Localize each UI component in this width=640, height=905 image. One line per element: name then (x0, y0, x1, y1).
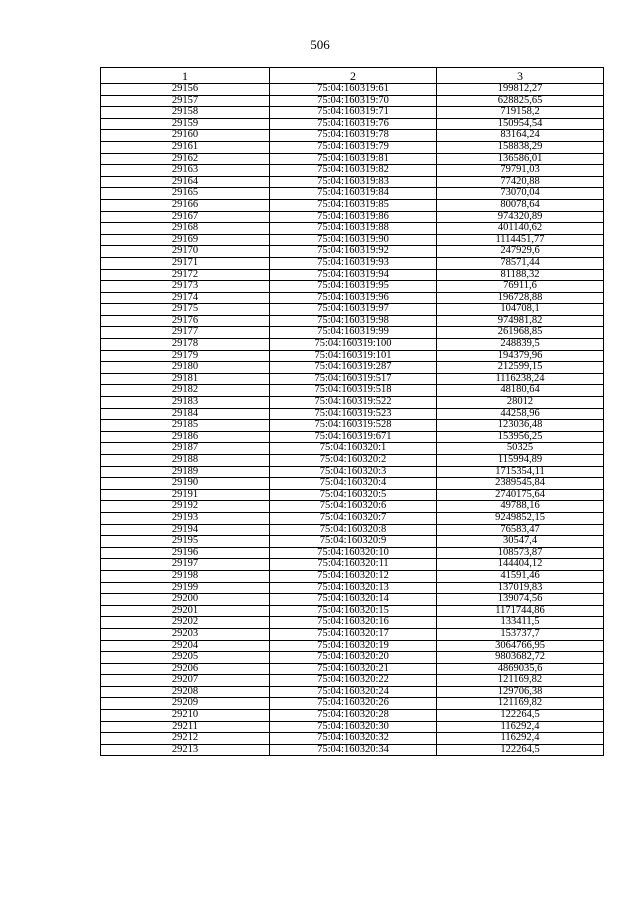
row-number-cell: 29208 (101, 686, 270, 698)
cadastral-number-cell: 75:04:160319:518 (270, 385, 437, 397)
value-cell: 104708,1 (437, 304, 604, 316)
cadastral-number-cell: 75:04:160320:12 (270, 570, 437, 582)
cadastral-number-cell: 75:04:160320:13 (270, 582, 437, 594)
table-row (101, 721, 604, 733)
value-cell: 1116238,24 (437, 373, 604, 385)
value-cell: 136586,01 (437, 153, 604, 165)
table-row (101, 686, 604, 698)
cadastral-number-cell: 75:04:160319:85 (270, 199, 437, 211)
table-row (101, 246, 604, 258)
cadastral-number-cell: 75:04:160319:287 (270, 362, 437, 374)
row-number-cell: 29189 (101, 466, 270, 478)
value-cell: 2740175,64 (437, 489, 604, 501)
row-number-cell: 29197 (101, 559, 270, 571)
table-row (101, 512, 604, 524)
value-cell: 30547,4 (437, 536, 604, 548)
cadastral-number-cell: 75:04:160319:99 (270, 327, 437, 339)
cadastral-number-cell: 75:04:160319:93 (270, 257, 437, 269)
table-row (101, 385, 604, 397)
row-number-cell: 29177 (101, 327, 270, 339)
cadastral-number-cell: 75:04:160320:5 (270, 489, 437, 501)
row-number-cell: 29174 (101, 292, 270, 304)
value-cell: 48180,64 (437, 385, 604, 397)
cadastral-number-cell: 75:04:160319:79 (270, 141, 437, 153)
row-number-cell: 29162 (101, 153, 270, 165)
cadastral-number-cell: 75:04:160320:26 (270, 698, 437, 710)
value-cell: 974981,82 (437, 315, 604, 327)
value-cell: 83164,24 (437, 130, 604, 142)
value-cell: 212599,15 (437, 362, 604, 374)
value-cell: 76911,6 (437, 281, 604, 293)
row-number-cell: 29192 (101, 501, 270, 513)
row-number-cell: 29207 (101, 675, 270, 687)
row-number-cell: 29158 (101, 107, 270, 119)
table-row (101, 501, 604, 513)
cadastral-number-cell: 75:04:160320:20 (270, 652, 437, 664)
value-cell: 137019,83 (437, 582, 604, 594)
table-row (101, 315, 604, 327)
value-cell: 261968,85 (437, 327, 604, 339)
table-row (101, 698, 604, 710)
cadastral-number-cell: 75:04:160320:14 (270, 594, 437, 606)
table-row (101, 628, 604, 640)
row-number-cell: 29185 (101, 420, 270, 432)
table-row (101, 350, 604, 362)
table-row (101, 594, 604, 606)
cadastral-number-cell: 75:04:160319:70 (270, 95, 437, 107)
row-number-cell: 29172 (101, 269, 270, 281)
table-row (101, 257, 604, 269)
table-row (101, 489, 604, 501)
table-row (101, 663, 604, 675)
cadastral-number-cell: 75:04:160319:96 (270, 292, 437, 304)
table-row (101, 547, 604, 559)
value-cell: 121169,82 (437, 675, 604, 687)
cadastral-number-cell: 75:04:160320:2 (270, 455, 437, 467)
value-cell: 81188,32 (437, 269, 604, 281)
cadastral-number-cell: 75:04:160319:82 (270, 165, 437, 177)
cadastral-number-cell: 75:04:160320:10 (270, 547, 437, 559)
column-header-1: 1 (101, 68, 270, 84)
cadastral-number-cell: 75:04:160319:100 (270, 339, 437, 351)
cadastral-number-cell: 75:04:160320:32 (270, 733, 437, 745)
row-number-cell: 29161 (101, 141, 270, 153)
cadastral-number-cell: 75:04:160319:81 (270, 153, 437, 165)
cadastral-number-cell: 75:04:160319:528 (270, 420, 437, 432)
table-row (101, 408, 604, 420)
table-row (101, 130, 604, 142)
value-cell: 123036,48 (437, 420, 604, 432)
table-row (101, 443, 604, 455)
row-number-cell: 29205 (101, 652, 270, 664)
value-cell: 79791,03 (437, 165, 604, 177)
cadastral-number-cell: 75:04:160320:16 (270, 617, 437, 629)
row-number-cell: 29164 (101, 176, 270, 188)
value-cell: 194379,96 (437, 350, 604, 362)
value-cell: 49788,16 (437, 501, 604, 513)
row-number-cell: 29191 (101, 489, 270, 501)
cadastral-number-cell: 75:04:160319:95 (270, 281, 437, 293)
table-row (101, 582, 604, 594)
table-row (101, 95, 604, 107)
table-row (101, 652, 604, 664)
row-number-cell: 29212 (101, 733, 270, 745)
value-cell: 144404,12 (437, 559, 604, 571)
table-row (101, 536, 604, 548)
value-cell: 2389545,84 (437, 478, 604, 490)
value-cell: 153737,7 (437, 628, 604, 640)
row-number-cell: 29200 (101, 594, 270, 606)
table-row (101, 223, 604, 235)
cadastral-number-cell: 75:04:160319:86 (270, 211, 437, 223)
table-row (101, 570, 604, 582)
value-cell: 4869035,6 (437, 663, 604, 675)
value-cell: 116292,4 (437, 733, 604, 745)
table-row (101, 211, 604, 223)
cadastral-number-cell: 75:04:160319:92 (270, 246, 437, 258)
cadastral-number-cell: 75:04:160320:6 (270, 501, 437, 513)
cadastral-number-cell: 75:04:160319:97 (270, 304, 437, 316)
row-number-cell: 29183 (101, 397, 270, 409)
value-cell: 1715354,11 (437, 466, 604, 478)
value-cell: 9249852,15 (437, 512, 604, 524)
cadastral-number-cell: 75:04:160320:30 (270, 721, 437, 733)
value-cell: 158838,29 (437, 141, 604, 153)
row-number-cell: 29188 (101, 455, 270, 467)
table-row (101, 281, 604, 293)
value-cell: 78571,44 (437, 257, 604, 269)
cadastral-number-cell: 75:04:160320:9 (270, 536, 437, 548)
table-row (101, 292, 604, 304)
value-cell: 9803682,72 (437, 652, 604, 664)
cadastral-number-cell: 75:04:160320:22 (270, 675, 437, 687)
cadastral-number-cell: 75:04:160320:28 (270, 710, 437, 722)
row-number-cell: 29168 (101, 223, 270, 235)
row-number-cell: 29190 (101, 478, 270, 490)
table-row (101, 327, 604, 339)
cadastral-number-cell: 75:04:160319:71 (270, 107, 437, 119)
row-number-cell: 29186 (101, 431, 270, 443)
value-cell: 73070,04 (437, 188, 604, 200)
cadastral-number-cell: 75:04:160320:24 (270, 686, 437, 698)
table-row (101, 524, 604, 536)
cadastral-number-cell: 75:04:160319:78 (270, 130, 437, 142)
cadastral-number-cell: 75:04:160320:11 (270, 559, 437, 571)
row-number-cell: 29187 (101, 443, 270, 455)
table-row (101, 640, 604, 652)
table-row (101, 559, 604, 571)
cadastral-number-cell: 75:04:160320:19 (270, 640, 437, 652)
value-cell: 196728,88 (437, 292, 604, 304)
row-number-cell: 29203 (101, 628, 270, 640)
value-cell: 121169,82 (437, 698, 604, 710)
row-number-cell: 29167 (101, 211, 270, 223)
cadastral-number-cell: 75:04:160320:34 (270, 744, 437, 756)
table-row (101, 733, 604, 745)
cadastral-number-cell: 75:04:160319:76 (270, 118, 437, 130)
value-cell: 139074,56 (437, 594, 604, 606)
row-number-cell: 29201 (101, 605, 270, 617)
value-cell: 719158,2 (437, 107, 604, 119)
table-row (101, 373, 604, 385)
page-number: 506 (310, 37, 330, 52)
row-number-cell: 29163 (101, 165, 270, 177)
table-header-row (101, 68, 604, 84)
table-row (101, 339, 604, 351)
row-number-cell: 29211 (101, 721, 270, 733)
row-number-cell: 29156 (101, 84, 270, 96)
column-header-2: 2 (270, 68, 437, 84)
cadastral-number-cell: 75:04:160319:522 (270, 397, 437, 409)
value-cell: 199812,27 (437, 84, 604, 96)
cadastral-number-cell: 75:04:160319:98 (270, 315, 437, 327)
row-number-cell: 29202 (101, 617, 270, 629)
value-cell: 80078,64 (437, 199, 604, 211)
row-number-cell: 29196 (101, 547, 270, 559)
row-number-cell: 29160 (101, 130, 270, 142)
row-number-cell: 29180 (101, 362, 270, 374)
cadastral-number-cell: 75:04:160319:671 (270, 431, 437, 443)
row-number-cell: 29184 (101, 408, 270, 420)
value-cell: 50325 (437, 443, 604, 455)
row-number-cell: 29173 (101, 281, 270, 293)
table-row (101, 304, 604, 316)
row-number-cell: 29166 (101, 199, 270, 211)
cadastral-number-cell: 75:04:160319:88 (270, 223, 437, 235)
value-cell: 133411,5 (437, 617, 604, 629)
row-number-cell: 29159 (101, 118, 270, 130)
value-cell: 122264,5 (437, 744, 604, 756)
cadastral-number-cell: 75:04:160319:84 (270, 188, 437, 200)
data-table (100, 67, 604, 756)
cadastral-number-cell: 75:04:160320:21 (270, 663, 437, 675)
value-cell: 150954,54 (437, 118, 604, 130)
row-number-cell: 29195 (101, 536, 270, 548)
value-cell: 77420,88 (437, 176, 604, 188)
row-number-cell: 29165 (101, 188, 270, 200)
cadastral-number-cell: 75:04:160319:94 (270, 269, 437, 281)
row-number-cell: 29210 (101, 710, 270, 722)
table-row (101, 188, 604, 200)
table-row (101, 269, 604, 281)
row-number-cell: 29209 (101, 698, 270, 710)
value-cell: 116292,4 (437, 721, 604, 733)
value-cell: 129706,38 (437, 686, 604, 698)
cadastral-number-cell: 75:04:160319:83 (270, 176, 437, 188)
value-cell: 974320,89 (437, 211, 604, 223)
row-number-cell: 29182 (101, 385, 270, 397)
row-number-cell: 29198 (101, 570, 270, 582)
table-row (101, 420, 604, 432)
cadastral-number-cell: 75:04:160320:15 (270, 605, 437, 617)
cadastral-number-cell: 75:04:160319:523 (270, 408, 437, 420)
cadastral-number-cell: 75:04:160320:8 (270, 524, 437, 536)
table-row (101, 675, 604, 687)
table-row (101, 153, 604, 165)
column-header-3: 3 (437, 68, 604, 84)
table-row (101, 176, 604, 188)
cadastral-number-cell: 75:04:160319:90 (270, 234, 437, 246)
value-cell: 115994,89 (437, 455, 604, 467)
value-cell: 248839,5 (437, 339, 604, 351)
row-number-cell: 29170 (101, 246, 270, 258)
value-cell: 76583,47 (437, 524, 604, 536)
value-cell: 108573,87 (437, 547, 604, 559)
row-number-cell: 29194 (101, 524, 270, 536)
row-number-cell: 29178 (101, 339, 270, 351)
table-row (101, 84, 604, 96)
table-row (101, 455, 604, 467)
table-row (101, 199, 604, 211)
cadastral-number-cell: 75:04:160320:3 (270, 466, 437, 478)
table-body (101, 84, 604, 756)
value-cell: 3064766,95 (437, 640, 604, 652)
table-row (101, 362, 604, 374)
value-cell: 28012 (437, 397, 604, 409)
row-number-cell: 29171 (101, 257, 270, 269)
value-cell: 401140,62 (437, 223, 604, 235)
row-number-cell: 29204 (101, 640, 270, 652)
row-number-cell: 29206 (101, 663, 270, 675)
cadastral-number-cell: 75:04:160320:17 (270, 628, 437, 640)
table-row (101, 710, 604, 722)
table-row (101, 107, 604, 119)
value-cell: 41591,46 (437, 570, 604, 582)
row-number-cell: 29157 (101, 95, 270, 107)
cadastral-number-cell: 75:04:160320:7 (270, 512, 437, 524)
table-row (101, 744, 604, 756)
cadastral-number-cell: 75:04:160319:101 (270, 350, 437, 362)
value-cell: 1171744,86 (437, 605, 604, 617)
row-number-cell: 29213 (101, 744, 270, 756)
value-cell: 122264,5 (437, 710, 604, 722)
row-number-cell: 29175 (101, 304, 270, 316)
cadastral-number-cell: 75:04:160320:1 (270, 443, 437, 455)
table-row (101, 118, 604, 130)
table-row (101, 605, 604, 617)
value-cell: 44258,96 (437, 408, 604, 420)
table-row (101, 478, 604, 490)
row-number-cell: 29199 (101, 582, 270, 594)
value-cell: 628825,65 (437, 95, 604, 107)
cadastral-number-cell: 75:04:160319:517 (270, 373, 437, 385)
cadastral-number-cell: 75:04:160319:61 (270, 84, 437, 96)
table-row (101, 234, 604, 246)
cadastral-number-cell: 75:04:160320:4 (270, 478, 437, 490)
row-number-cell: 29179 (101, 350, 270, 362)
table-row (101, 617, 604, 629)
value-cell: 247929,6 (437, 246, 604, 258)
table-row (101, 466, 604, 478)
value-cell: 1114451,77 (437, 234, 604, 246)
table-row (101, 141, 604, 153)
row-number-cell: 29169 (101, 234, 270, 246)
value-cell: 153956,25 (437, 431, 604, 443)
row-number-cell: 29193 (101, 512, 270, 524)
row-number-cell: 29176 (101, 315, 270, 327)
table-row (101, 397, 604, 409)
table-row (101, 431, 604, 443)
table-row (101, 165, 604, 177)
row-number-cell: 29181 (101, 373, 270, 385)
